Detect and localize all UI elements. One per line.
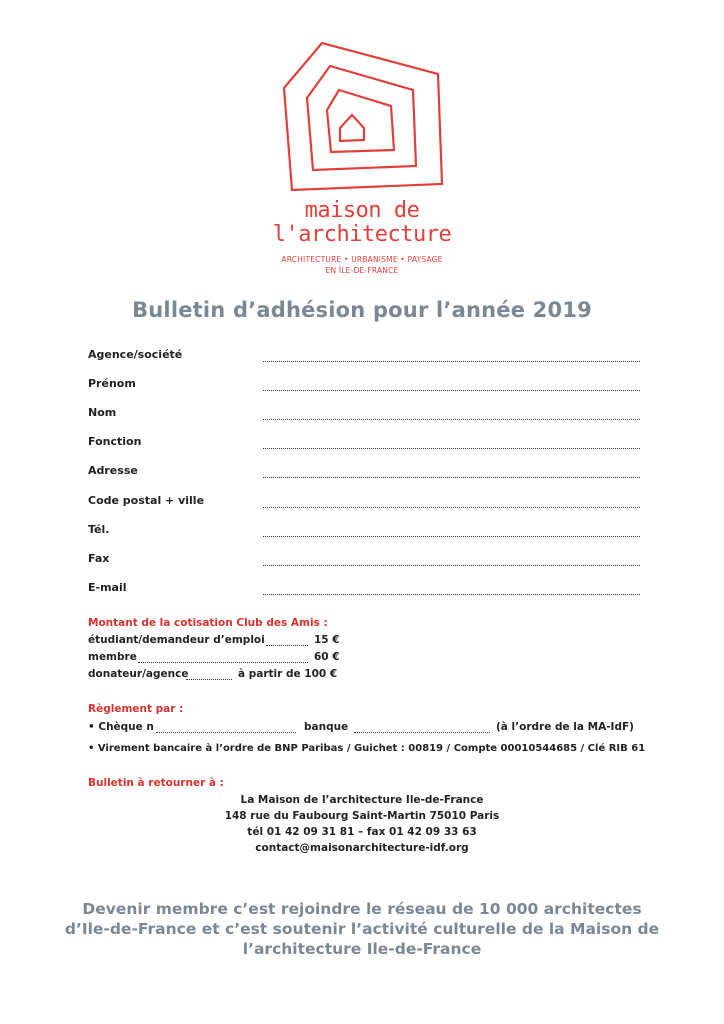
cotisation-member-label: membre bbox=[88, 651, 137, 663]
phone-fax-line: tél 01 42 09 31 81 – fax 01 42 09 33 63 bbox=[247, 826, 477, 838]
logo-tagline-line2: EN ÎLE-DE-FRANCE bbox=[325, 266, 399, 275]
fill-in-line[interactable] bbox=[263, 536, 640, 537]
cotisation-member-amount: 60 € bbox=[314, 651, 340, 663]
field-label: Agence/société bbox=[88, 348, 183, 361]
contact-email: contact@maisonarchitecture-idf.org bbox=[255, 842, 469, 854]
field-adresse bbox=[88, 464, 640, 482]
field-agence bbox=[88, 348, 640, 366]
logo-name-line2: l'architecture bbox=[272, 222, 452, 247]
field-code-postal-ville bbox=[88, 494, 640, 512]
field-label: Adresse bbox=[88, 464, 138, 477]
virement-details: • Virement bancaire à l’ordre de BNP Paribas / Guichet : 00819 / Compte 00010544685 / Clé RIB 61 bbox=[88, 743, 646, 754]
field-label: Fonction bbox=[88, 435, 142, 448]
field-label: Code postal + ville bbox=[88, 494, 205, 507]
fill-in-line[interactable] bbox=[263, 507, 640, 508]
closing-line: l’architecture Ile-de-France bbox=[242, 940, 482, 958]
address-line: 148 rue du Faubourg Saint-Martin 75010 Paris bbox=[224, 810, 500, 822]
field-prenom bbox=[88, 377, 640, 395]
cotisation-heading: Montant de la cotisation Club des Amis : bbox=[88, 617, 328, 629]
reglement-heading: Règlement par : bbox=[88, 703, 184, 715]
maison-architecture-logo bbox=[276, 40, 448, 192]
cotisation-donor-amount: à partir de 100 € bbox=[238, 668, 338, 680]
page-title: Bulletin d’adhésion pour l’année 2019 bbox=[132, 298, 592, 322]
field-fonction bbox=[88, 435, 640, 453]
address-line: La Maison de l’architecture Ile-de-France bbox=[240, 794, 484, 806]
field-label: Nom bbox=[88, 406, 117, 419]
cotisation-student-label: étudiant/demandeur d’emploi bbox=[88, 634, 265, 646]
bank-name-line[interactable] bbox=[354, 732, 490, 733]
retour-heading: Bulletin à retourner à : bbox=[88, 777, 224, 789]
field-label: Prénom bbox=[88, 377, 136, 390]
closing-line: d’Ile-de-France et c’est soutenir l’activité culturelle de la Maison de bbox=[64, 920, 660, 938]
fill-in-line[interactable] bbox=[263, 419, 640, 420]
cheque-label: • Chèque n bbox=[88, 721, 154, 733]
closing-line: Devenir membre c’est rejoindre le réseau de 10 000 architectes bbox=[82, 900, 642, 918]
fill-in-line[interactable] bbox=[263, 594, 640, 595]
bank-label: banque bbox=[304, 721, 349, 733]
field-email bbox=[88, 581, 640, 599]
field-nom bbox=[88, 406, 640, 424]
cotisation-donor-label: donateur/agence bbox=[88, 668, 189, 680]
logo-name-line1: maison de bbox=[304, 198, 420, 223]
dotted-leader bbox=[186, 679, 232, 680]
cotisation-student-amount: 15 € bbox=[314, 634, 340, 646]
field-label: E-mail bbox=[88, 581, 127, 594]
fill-in-line[interactable] bbox=[263, 361, 640, 362]
cheque-order-note: (à l’ordre de la MA-IdF) bbox=[496, 721, 634, 733]
cheque-number-line[interactable] bbox=[156, 732, 296, 733]
logo-tagline-line1: ARCHITECTURE • URBANISME • PAYSAGE bbox=[281, 255, 443, 264]
fill-in-line[interactable] bbox=[263, 390, 640, 391]
fill-in-line[interactable] bbox=[263, 565, 640, 566]
field-tel bbox=[88, 523, 640, 541]
dotted-leader bbox=[266, 645, 308, 646]
field-fax bbox=[88, 552, 640, 570]
field-label: Tél. bbox=[88, 523, 110, 536]
fill-in-line[interactable] bbox=[263, 477, 640, 478]
field-label: Fax bbox=[88, 552, 110, 565]
fill-in-line[interactable] bbox=[263, 448, 640, 449]
dotted-leader bbox=[138, 662, 308, 663]
